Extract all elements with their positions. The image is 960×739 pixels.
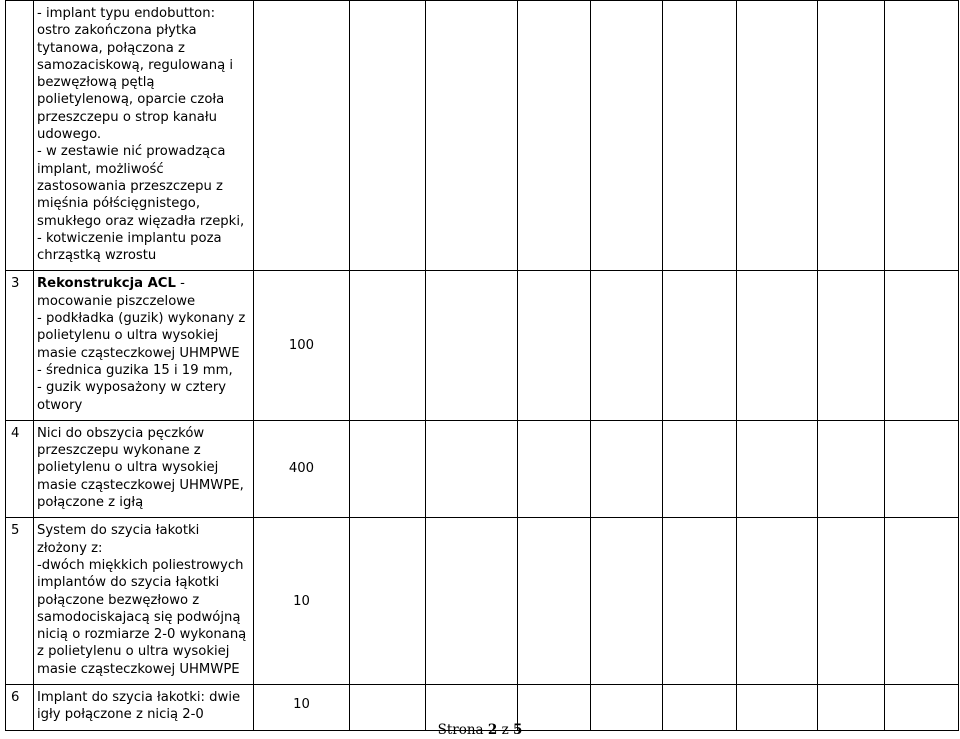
specification-table	[5, 0, 959, 731]
empty-cell	[426, 518, 518, 685]
description-line: smukłego oraz więzadła rzepki,	[37, 213, 245, 229]
description-line: bezwęzłową pętlą	[37, 75, 155, 91]
description-line: masie cząsteczkowej UHMWPE,	[37, 477, 244, 493]
current-page: 2	[487, 722, 498, 738]
description-line: udowego.	[37, 127, 102, 143]
description-line: - podkładka (guzik) wykonany z	[37, 311, 246, 327]
quantity-cell: 100	[254, 271, 350, 420]
item-description-cell	[34, 1, 254, 271]
description-line: nicią o rozmiarze 2-0 wykonaną	[37, 627, 247, 643]
description-line: zastosowania przeszczepu z	[37, 178, 223, 194]
empty-cell	[518, 518, 591, 685]
empty-cell	[818, 1, 885, 271]
empty-cell	[885, 1, 959, 271]
description-line: tytanowa, połączona z	[37, 40, 185, 56]
description-line: implant, możliwość	[37, 161, 164, 177]
empty-cell	[426, 1, 518, 271]
empty-cell	[591, 271, 663, 420]
item-number-cell: 4	[6, 420, 34, 517]
empty-cell	[350, 1, 426, 271]
empty-cell	[885, 271, 959, 420]
description-line: polietylenu o ultra wysokiej	[37, 460, 219, 476]
empty-cell	[818, 518, 885, 685]
empty-cell	[663, 1, 737, 271]
description-line: - średnica guzika 15 i 19 mm,	[37, 362, 233, 378]
empty-cell	[591, 420, 663, 517]
description-line: mocowanie piszczelowe	[37, 293, 196, 309]
empty-cell	[885, 420, 959, 517]
description-line: implantów do szycia łąkotki	[37, 575, 220, 591]
empty-cell	[426, 420, 518, 517]
empty-cell	[885, 518, 959, 685]
empty-cell	[591, 518, 663, 685]
description-line: z polietylenu o ultra wysokiej	[37, 644, 230, 660]
description-line: polietylenową, oparcie czoła	[37, 92, 225, 108]
page-separator: z	[497, 722, 513, 738]
description-line: - kotwiczenie implantu poza	[37, 230, 222, 246]
empty-cell	[818, 271, 885, 420]
item-title: Rekonstrukcja ACL	[37, 276, 176, 292]
description-line: - w zestawie nić prowadząca	[37, 144, 226, 160]
total-pages: 5	[513, 722, 523, 738]
page-label: Strona	[437, 722, 488, 738]
description-line: masie cząsteczkowej UHMWPE	[37, 661, 240, 677]
description-line: igły połączone z nicią 2-0	[37, 707, 204, 723]
item-number-cell: 5	[6, 518, 34, 685]
description-line: przeszczepu wykonane z	[37, 443, 201, 459]
description-line: samodociskajacą się podwójną	[37, 609, 241, 625]
description-line: przeszczepu o strop kanału	[37, 109, 217, 125]
item-description-cell: Rekonstrukcja ACL - mocowanie piszczelowe - podkładka (guzik) wykonany z polietylenu o ultra wysokiej masie cząsteczkowej UHMPWE - średnica guzika 15 i 19 mm, - guzik wyposażony w cztery otwory	[34, 271, 254, 420]
description-line: samozaciskową, regulowaną i	[37, 57, 234, 73]
item-description-cell	[34, 420, 254, 517]
empty-cell	[350, 420, 426, 517]
quantity-cell	[254, 1, 350, 271]
description-line: polietylenu o ultra wysokiej	[37, 328, 219, 344]
empty-cell	[350, 271, 426, 420]
description-line: połączone bezwęzłowo z	[37, 592, 200, 608]
description-line: ostro zakończona płytka	[37, 23, 197, 39]
quantity-cell: 400	[254, 420, 350, 517]
description-line: złożony z:	[37, 540, 103, 556]
empty-cell	[737, 518, 818, 685]
description-line: Implant do szycia łakotki: dwie	[37, 689, 241, 705]
empty-cell	[518, 420, 591, 517]
description-line: połączone z igłą	[37, 495, 144, 511]
empty-cell	[663, 518, 737, 685]
description-line: -dwóch miękkich poliestrowych	[37, 557, 244, 573]
description-line: - implant typu endobutton:	[37, 6, 216, 21]
description-line: mięśnia półścięgnistego,	[37, 196, 201, 212]
empty-cell	[737, 271, 818, 420]
empty-cell	[426, 271, 518, 420]
table-row	[6, 420, 959, 517]
empty-cell	[663, 420, 737, 517]
description-line: masie cząsteczkowej UHMPWE	[37, 345, 240, 361]
empty-cell	[591, 1, 663, 271]
description-line: System do szycia łakotki	[37, 523, 200, 539]
item-number-cell	[6, 1, 34, 271]
empty-cell	[818, 420, 885, 517]
description-line: otwory	[37, 397, 83, 413]
item-number-cell: 6	[6, 684, 34, 730]
quantity-cell: 10	[254, 684, 350, 730]
item-description-cell	[34, 518, 254, 685]
empty-cell	[518, 271, 591, 420]
table-row	[6, 271, 959, 420]
quantity-cell: 10	[254, 518, 350, 685]
page-footer	[0, 722, 960, 738]
empty-cell	[350, 518, 426, 685]
empty-cell	[518, 1, 591, 271]
item-number-cell: 3	[6, 271, 34, 420]
description-line: Nici do obszycia pęczków	[37, 425, 205, 441]
table-row	[6, 518, 959, 685]
table-row	[6, 1, 959, 271]
description-line: - guzik wyposażony w cztery	[37, 380, 227, 396]
empty-cell	[663, 271, 737, 420]
description-line: chrząstką wzrostu	[37, 248, 157, 264]
empty-cell	[737, 1, 818, 271]
empty-cell	[737, 420, 818, 517]
